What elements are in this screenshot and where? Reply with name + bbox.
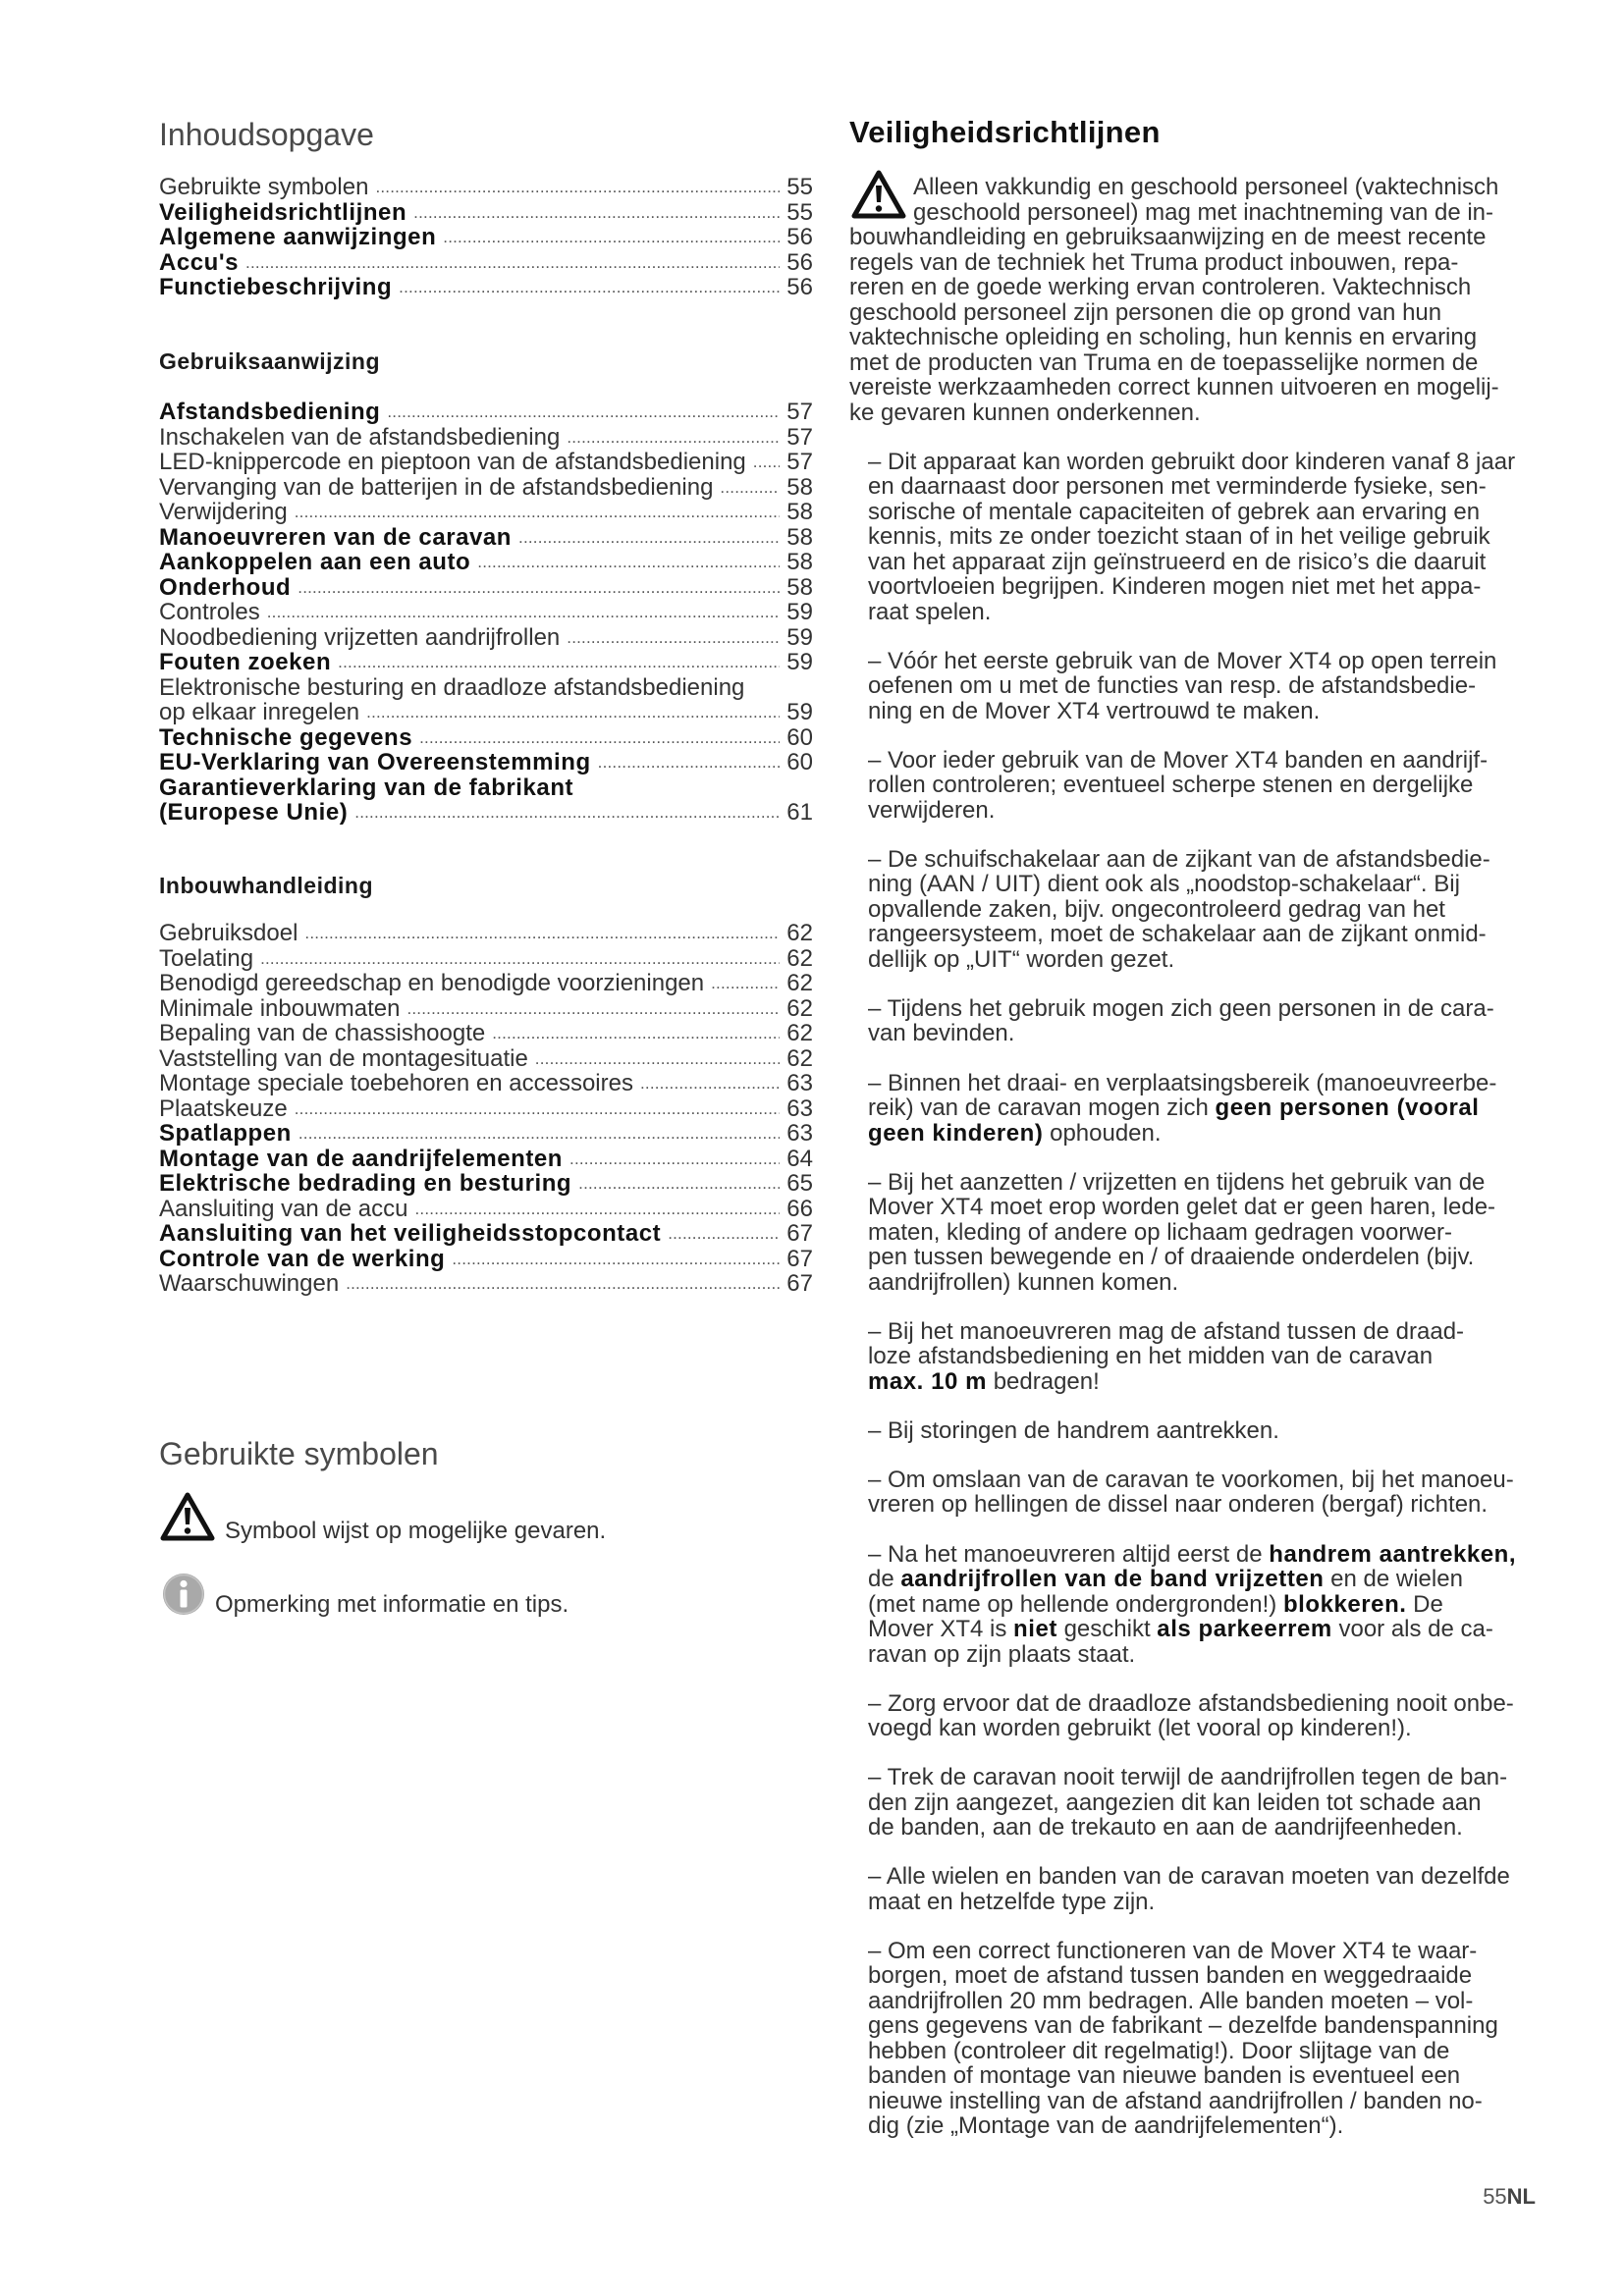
text-line: dig (zie „Montage van de aandrijfelementen“). [868, 2112, 1344, 2140]
toc-page-number: 65 [786, 1170, 813, 1197]
toc-group-general [159, 175, 813, 300]
toc-leader-dots [720, 475, 780, 501]
toc-entry [159, 946, 813, 972]
toc-entry [159, 750, 813, 775]
bold-text: niet [1013, 1616, 1057, 1643]
toc-leader-dots [406, 996, 780, 1022]
toc-page-number: 58 [786, 523, 813, 551]
text-line: geschoold personeel zijn personen die op grond van hun [849, 298, 1442, 326]
toc-leader-dots [366, 700, 780, 725]
safety-list-item [849, 996, 1537, 1046]
toc-entry-label: Functiebeschrijving [159, 274, 393, 300]
toc-page-number: 60 [786, 749, 813, 775]
toc-entry-label: Aansluiting van de accu [159, 1195, 408, 1222]
text-line: – Tijdens het gebruik mogen zich geen personen in de cara- [868, 994, 1494, 1022]
toc-entry-label: Afstandsbediening [159, 399, 381, 425]
toc-leader-dots [578, 1171, 780, 1197]
toc-entry [159, 1121, 813, 1147]
toc-entry [159, 250, 813, 276]
toc-subheading-user-manual: Gebruiksaanwijzing [159, 348, 380, 374]
toc-entry-label: Plaatskeuze [159, 1095, 288, 1122]
toc-entry [159, 1021, 813, 1046]
text-line: borgen, moet de afstand tussen banden en weggedraaide [868, 1962, 1473, 1990]
text-line: – Om een correct functioneren van de Mover XT4 te waar- [868, 1937, 1478, 1964]
safety-list-item [849, 1418, 1537, 1444]
toc-page-number: 67 [786, 1220, 813, 1247]
text-run: de [868, 1566, 901, 1593]
symbol-description: Opmerking met informatie en tips. [215, 1591, 569, 1618]
toc-leader-dots [298, 1121, 780, 1147]
text-line: voegd kan worden gebruikt (let vooral op kinderen!). [868, 1715, 1412, 1742]
toc-page-number: 66 [786, 1195, 813, 1222]
safety-intro-paragraph [849, 175, 1537, 425]
text-line: reren en de goede werking ervan controleren. Vaktechnisch [849, 274, 1472, 300]
toc-page-number: 62 [786, 994, 813, 1022]
toc-leader-dots [415, 1197, 781, 1222]
safety-list-item [849, 1691, 1537, 1741]
toc-entry-label: Bepaling van de chassishoogte [159, 1020, 486, 1046]
toc-entry [159, 175, 813, 200]
text-line: den zijn aangezet, aangezien dit kan leiden tot schade aan [868, 1789, 1482, 1816]
text-line: gens gegevens van de fabrikant – dezelfde bandenspanning [868, 2012, 1498, 2040]
toc-entry-first-line [159, 775, 813, 801]
toc-entry-label: Verwijdering [159, 499, 288, 525]
text-line: voortvloeien begrijpen. Kinderen mogen niet met het appa- [868, 573, 1482, 601]
safety-list-item [849, 1468, 1537, 1518]
text-line: van bevinden. [868, 1020, 1015, 1047]
text-line: ning en de Mover XT4 vertrouwd te maken. [868, 697, 1321, 724]
text-line: vereiste werkzaamheden correct kunnen uitvoeren en mogelij- [849, 374, 1499, 400]
text-line: – Alle wielen en banden van de caravan moeten van dezelfde [868, 1863, 1510, 1891]
safety-list-item [849, 1765, 1537, 1841]
toc-page-number: 67 [786, 1270, 813, 1297]
toc-entry [159, 700, 813, 725]
toc-leader-dots [640, 1071, 780, 1096]
toc-leader-dots [492, 1021, 780, 1046]
toc-entry-label: EU-Verklaring van Overeenstemming [159, 749, 591, 775]
toc-page-number: 58 [786, 499, 813, 525]
text-line: pen tussen bewegende en / of draaiende onderdelen (bijv. [868, 1244, 1475, 1271]
toc-entry-label: Onderhoud [159, 573, 292, 601]
text-line: banden of montage van nieuwe banden is eventueel een [868, 2062, 1461, 2090]
toc-leader-dots [567, 625, 780, 651]
text-line: Alleen vakkundig en geschoold personeel (vaktechnisch [913, 174, 1499, 200]
toc-page-number: 60 [786, 723, 813, 751]
toc-page-number: 67 [786, 1245, 813, 1272]
safety-list-item [849, 1542, 1537, 1668]
toc-entry-label: Technische gegevens [159, 723, 413, 751]
text-line: – Bij storingen de handrem aantrekken. [868, 1416, 1279, 1444]
toc-entry [159, 475, 813, 501]
toc-group-installation [159, 921, 813, 1297]
toc-page-number: 64 [786, 1145, 813, 1172]
bold-text: max. 10 m [868, 1367, 988, 1395]
safety-heading: Veiligheidsrichtlijnen [849, 115, 1161, 149]
text-line [868, 1542, 1537, 1568]
symbol-description: Symbool wijst op mogelijke gevaren. [225, 1518, 607, 1544]
toc-leader-dots [419, 725, 780, 751]
toc-entry-label: Elektrische bedrading en besturing [159, 1170, 572, 1197]
text-line: en daarnaast door personen met verminderde fysieke, sen- [868, 473, 1487, 501]
text-line: – Trek de caravan nooit terwijl de aandrijfrollen tegen de ban- [868, 1764, 1508, 1791]
text-line: bouwhandleiding en gebruiksaanwijzing en de meest recente [849, 224, 1487, 250]
toc-leader-dots [668, 1221, 780, 1247]
text-line: vreren op hellingen de dissel naar onderen (bergaf) richten. [868, 1491, 1489, 1519]
text-line: – Voor ieder gebruik van de Mover XT4 banden en aandrijf- [868, 746, 1489, 774]
text-line: Mover XT4 moet erop worden gelet dat er geen haren, lede- [868, 1194, 1496, 1221]
toc-leader-dots [443, 225, 780, 250]
text-line: maten, kleding of andere op lichaam gedragen voorwer- [868, 1218, 1453, 1246]
toc-page-number: 57 [786, 449, 813, 475]
text-line [868, 1121, 1537, 1147]
toc-entry [159, 650, 813, 675]
text-run: geschikt [1056, 1616, 1158, 1643]
text-line: aandrijfrollen) kunnen komen. [868, 1268, 1179, 1296]
text-line: – Dit apparaat kan worden gebruikt door kinderen vanaf 8 jaar [868, 448, 1516, 475]
toc-entry [159, 550, 813, 575]
toc-page-number: 58 [786, 573, 813, 601]
toc-page-number: 62 [786, 970, 813, 996]
toc-entry [159, 921, 813, 946]
text-run: Mover XT4 is [868, 1616, 1014, 1643]
toc-entry [159, 1046, 813, 1072]
toc-entry-label: Controles [159, 599, 260, 625]
warning-icon [160, 1491, 215, 1542]
toc-leader-dots [477, 550, 780, 575]
toc-leader-dots [298, 575, 780, 601]
toc-page-number: 62 [786, 944, 813, 972]
bold-text: handrem aantrekken, [1269, 1540, 1517, 1568]
bold-text: als parkeerrem [1157, 1616, 1332, 1643]
toc-entry-label: Montage van de aandrijfelementen [159, 1145, 564, 1172]
toc-entry-label: Noodbediening vrijzetten aandrijfrollen [159, 623, 561, 651]
symbols-heading: Gebruikte symbolen [159, 1436, 439, 1471]
text-line [868, 1095, 1537, 1121]
toc-page-number: 63 [786, 1070, 813, 1096]
toc-page-number: 59 [786, 649, 813, 675]
bold-text: geen personen (vooral [1215, 1095, 1480, 1122]
text-line: – Vóór het eerste gebruik van de Mover XT4 op open terrein [868, 647, 1497, 674]
toc-leader-dots [346, 1271, 780, 1297]
toc-page-number: 55 [786, 198, 813, 226]
safety-list [849, 450, 1537, 2139]
toc-entry-label: Controle van de werking [159, 1245, 446, 1272]
safety-list-item [849, 847, 1537, 973]
toc-title: Inhoudsopgave [159, 117, 374, 152]
text-line [868, 1617, 1537, 1642]
toc-page-number: 62 [786, 1044, 813, 1072]
toc-page-number: 59 [786, 623, 813, 651]
toc-leader-dots [295, 500, 780, 525]
toc-leader-dots [267, 600, 780, 625]
text-line: rangeersysteem, moet de schakelaar aan de zijkant onmid- [868, 921, 1487, 948]
toc-entry [159, 600, 813, 625]
toc-leader-dots [245, 250, 780, 276]
toc-page-number: 55 [786, 174, 813, 200]
toc-leader-dots [354, 800, 780, 826]
toc-page-number: 59 [786, 699, 813, 725]
toc-entry [159, 275, 813, 300]
text-line [868, 1567, 1537, 1592]
text-run: ophouden. [1043, 1119, 1162, 1147]
toc-leader-dots [753, 450, 780, 475]
toc-entry-label: Gebruikte symbolen [159, 174, 369, 200]
language-code: NL [1506, 2184, 1536, 2209]
toc-entry-label: Benodigd gereedschap en benodigde voorzieningen [159, 970, 705, 996]
toc-entry-label: Vervanging van de batterijen in de afstandsbediening [159, 473, 714, 501]
text-line: de banden, aan de trekauto en aan de aandrijfeenheden. [868, 1814, 1463, 1842]
text-line: maat en hetzelfde type zijn. [868, 1888, 1156, 1915]
text-line: rollen controleren; eventueel scherpe stenen en dergelijke [868, 772, 1474, 799]
toc-entry [159, 200, 813, 226]
toc-entry [159, 625, 813, 651]
toc-entry [159, 425, 813, 451]
toc-page-number: 57 [786, 423, 813, 451]
toc-entry-label: LED-knippercode en pieptoon van de afstandsbediening [159, 449, 746, 475]
text-run: – Na het manoeuvreren altijd eerst de [868, 1540, 1270, 1568]
text-line: oefenen om u met de functies van resp. de afstandsbedie- [868, 672, 1477, 700]
toc-entry [159, 725, 813, 751]
toc-entry-label: Inschakelen van de afstandsbediening [159, 423, 561, 451]
toc-entry-label: Manoeuvreren van de caravan [159, 523, 513, 551]
toc-entry [159, 400, 813, 425]
text-line: regels van de techniek het Truma product inbouwen, repa- [849, 248, 1459, 276]
toc-leader-dots [399, 275, 780, 300]
text-run: (met name op hellende ondergronden!) [868, 1590, 1283, 1618]
toc-leader-dots [598, 750, 780, 775]
text-line: nieuwe instelling van de afstand aandrijfrollen / banden no- [868, 2087, 1483, 2114]
text-line: raat spelen. [868, 598, 992, 625]
toc-entry [159, 575, 813, 601]
toc-entry [159, 1096, 813, 1122]
toc-page-number: 56 [786, 248, 813, 276]
toc-entry-label: Aankoppelen aan een auto [159, 549, 471, 575]
safety-list-item [849, 1864, 1537, 1914]
toc-entry-label: Veiligheidsrichtlijnen [159, 198, 407, 226]
toc-leader-dots [338, 650, 780, 675]
text-line: – Om omslaan van de caravan te voorkomen, bij het manoeu- [868, 1466, 1514, 1493]
safety-list-item [849, 450, 1537, 625]
text-line: ravan op zijn plaats staat. [868, 1640, 1136, 1668]
bold-text: geen kinderen) [868, 1119, 1044, 1147]
toc-page-number: 63 [786, 1095, 813, 1122]
toc-entry [159, 1221, 813, 1247]
safety-list-item [849, 1170, 1537, 1296]
toc-page-number: 57 [786, 399, 813, 425]
toc-entry [159, 1247, 813, 1272]
page-number: 55 [1483, 2184, 1507, 2209]
toc-entry-first-line [159, 675, 813, 701]
toc-leader-dots [260, 946, 780, 972]
toc-entry-label: Garantieverklaring van de fabrikant [159, 774, 574, 801]
toc-entry [159, 996, 813, 1022]
page-footer [1483, 2183, 1536, 2211]
toc-leader-dots [452, 1247, 780, 1272]
safety-list-item [849, 649, 1537, 724]
toc-page-number: 62 [786, 920, 813, 946]
text-line: dellijk op „UIT“ worden gezet. [868, 945, 1175, 973]
toc-entry-label: Gebruiksdoel [159, 920, 298, 946]
text-line: met de producten van Truma en de toepasselijke normen de [849, 348, 1479, 376]
text-line: – Bij het aanzetten / vrijzetten en tijdens het gebruik van de [868, 1168, 1486, 1196]
toc-leader-dots [518, 525, 780, 551]
toc-entry-label: Elektronische besturing en draadloze afstandsbediening [159, 673, 745, 701]
toc-page-number: 56 [786, 224, 813, 250]
text-line: loze afstandsbediening en het midden van de caravan [868, 1343, 1434, 1370]
text-line: – Bij het manoeuvreren mag de afstand tussen de draad- [868, 1317, 1465, 1345]
text-run: reik) van de caravan mogen zich [868, 1095, 1216, 1122]
text-line: vaktechnische opleiding en scholing, hun kennis en ervaring [849, 324, 1478, 350]
toc-leader-dots [711, 971, 780, 996]
text-line: hebben (controleer dit regelmatig!). Door slijtage van de [868, 2037, 1450, 2064]
text-line: kennis, mits ze onder toezicht staan of in het veilige gebruik [868, 523, 1490, 551]
toc-entry [159, 450, 813, 475]
toc-subheading-installation: Inbouwhandleiding [159, 873, 374, 898]
toc-entry [159, 1197, 813, 1222]
toc-group-user-manual [159, 400, 813, 826]
text-line: – Zorg ervoor dat de draadloze afstandsbediening nooit onbe- [868, 1689, 1514, 1717]
toc-page-number: 56 [786, 274, 813, 300]
toc-entry [159, 225, 813, 250]
safety-body [849, 175, 1537, 2163]
text-line: – Binnen het draai- en verplaatsingsbereik (manoeuvreerbe- [868, 1069, 1497, 1096]
toc-entry-label: Toelating [159, 944, 254, 972]
text-line: verwijderen. [868, 796, 996, 824]
text-line: geschoold personeel) mag met inachtneming van de in- [913, 198, 1494, 226]
toc-entry-label: Accu's [159, 248, 240, 276]
toc-leader-dots [304, 921, 780, 946]
safety-list-item [849, 1071, 1537, 1147]
toc-entry-label: Vaststelling van de montagesituatie [159, 1044, 528, 1072]
toc-entry-label: Aansluiting van het veiligheidsstopcontact [159, 1220, 662, 1247]
toc-entry [159, 800, 813, 826]
text-line: ke gevaren kunnen onderkennen. [849, 399, 1201, 426]
toc-entry [159, 525, 813, 551]
bold-text: aandrijfrollen van de band vrijzetten [900, 1566, 1325, 1593]
toc-leader-dots [413, 200, 780, 226]
text-run: en de wielen [1324, 1566, 1463, 1593]
toc-entry [159, 1147, 813, 1172]
toc-leader-dots [295, 1096, 780, 1122]
text-line: – De schuifschakelaar aan de zijkant van de afstandsbedie- [868, 845, 1490, 873]
toc-entry [159, 1071, 813, 1096]
toc-entry-label: Fouten zoeken [159, 649, 332, 675]
toc-leader-dots [375, 175, 780, 200]
toc-leader-dots [567, 425, 780, 451]
text-line [868, 1592, 1537, 1618]
toc-entry-label: Waarschuwingen [159, 1270, 340, 1297]
text-line: ning (AAN / UIT) dient ook als „noodstop-schakelaar“. Bij [868, 871, 1460, 898]
text-line: opvallende zaken, bijv. ongecontroleerd gedrag van het [868, 895, 1445, 923]
safety-list-item [849, 1939, 1537, 2139]
toc-page-number: 62 [786, 1020, 813, 1046]
toc-leader-dots [387, 400, 780, 425]
toc-entry-label: Algemene aanwijzingen [159, 224, 437, 250]
info-icon [161, 1572, 206, 1617]
text-line: aandrijfrollen 20 mm bedragen. Alle banden moeten – vol- [868, 1987, 1474, 2014]
text-run: voor als de ca- [1331, 1616, 1493, 1643]
toc-entry [159, 971, 813, 996]
toc-page-number: 58 [786, 473, 813, 501]
text-run: De [1406, 1590, 1443, 1618]
toc-page-number: 59 [786, 599, 813, 625]
toc-entry-label: Montage speciale toebehoren en accessoires [159, 1070, 633, 1096]
toc-entry [159, 1271, 813, 1297]
toc-entry-label: Minimale inbouwmaten [159, 994, 401, 1022]
safety-list-item [849, 1319, 1537, 1395]
toc-leader-dots [569, 1147, 780, 1172]
toc-entry-label: op elkaar inregelen [159, 699, 360, 725]
toc-page-number: 63 [786, 1120, 813, 1147]
text-run: bedragen! [987, 1367, 1100, 1395]
text-line [868, 1369, 1537, 1395]
toc-page-number: 58 [786, 549, 813, 575]
toc-entry-label: Spatlappen [159, 1120, 292, 1147]
text-line: sorische of mentale capaciteiten of gebrek aan ervaring en [868, 498, 1481, 525]
bold-text: blokkeren. [1282, 1590, 1407, 1618]
toc-entry [159, 500, 813, 525]
toc-entry-label: (Europese Unie) [159, 799, 349, 826]
toc-page-number: 61 [786, 799, 813, 826]
toc-entry [159, 1171, 813, 1197]
warning-icon [851, 169, 906, 220]
safety-list-item [849, 748, 1537, 824]
text-line: van het apparaat zijn geïnstrueerd en de risico’s die daaruit [868, 548, 1487, 575]
toc-leader-dots [535, 1046, 780, 1072]
